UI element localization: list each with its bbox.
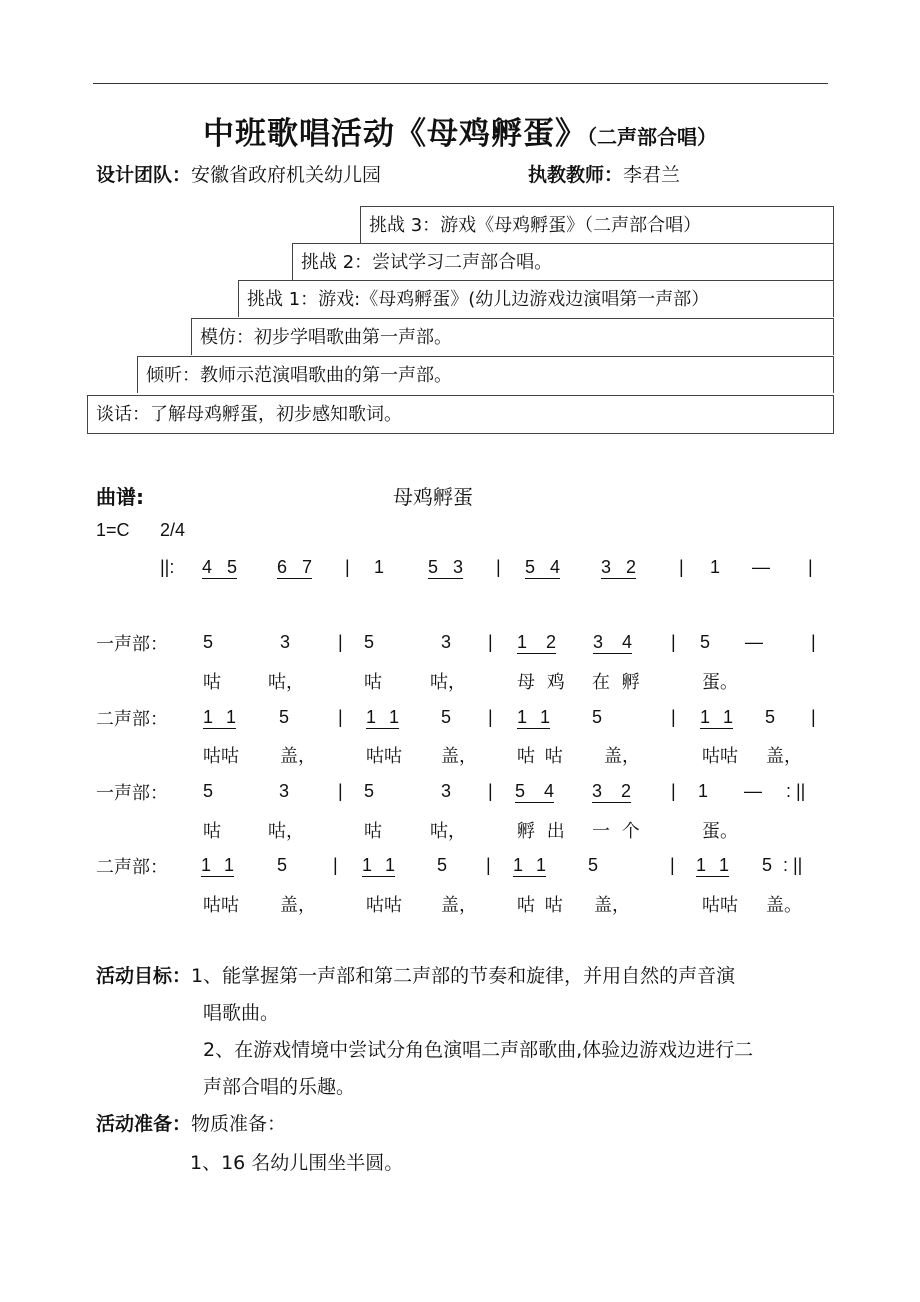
- lyric: 咕，: [430, 821, 466, 842]
- note: 5 4: [515, 781, 555, 801]
- barline: |: [488, 632, 493, 652]
- note: 5: [364, 781, 375, 801]
- time-signature: 2/4: [160, 520, 186, 540]
- note: 1 1: [203, 707, 237, 727]
- lyric: 咕 咕: [517, 895, 563, 916]
- lyric: 蛋。: [702, 672, 738, 693]
- goal-2-continuation: 声部合唱的乐趣。: [203, 1076, 356, 1098]
- lyric: 盖，: [441, 895, 477, 916]
- teacher-line: [528, 160, 680, 187]
- note: —: [744, 781, 762, 801]
- intro-note: 5 4: [525, 557, 561, 577]
- lyric: 盖，: [280, 746, 316, 767]
- team-line: [96, 160, 381, 187]
- step-challenge-3: 挑战 3：游戏《母鸡孵蛋》（二声部合唱）: [360, 206, 834, 243]
- note: 5: [279, 707, 290, 727]
- lyric: 咕咕: [702, 746, 738, 767]
- note: 5: [364, 632, 375, 652]
- note: 1: [698, 781, 709, 801]
- lyric: 咕咕: [366, 895, 402, 916]
- note: 1 1: [513, 855, 547, 875]
- step-challenge-1: 挑战 1：游戏:《母鸡孵蛋》(幼儿边游戏边演唱第一声部）: [238, 280, 834, 317]
- lyric: 盖。: [766, 895, 802, 916]
- barline: |: [486, 855, 491, 875]
- barline: |: [496, 557, 501, 577]
- note: 1 1: [700, 707, 734, 727]
- barline: |: [488, 707, 493, 727]
- barline: |: [488, 781, 493, 801]
- voice-label: 一声部：: [96, 634, 168, 655]
- barline: |: [811, 632, 816, 652]
- note: 5: [592, 707, 603, 727]
- note: 5: [437, 855, 448, 875]
- intro-note: 5 3: [428, 557, 464, 577]
- lyric: 咕: [203, 672, 221, 693]
- lyric: 一 个: [592, 821, 640, 842]
- intro-note: 3 2: [601, 557, 637, 577]
- lyric: 孵 出: [517, 821, 565, 842]
- score-label: 曲谱:: [96, 485, 144, 509]
- note: 5: [277, 855, 288, 875]
- note: 5: [762, 855, 773, 875]
- barline: |: [671, 632, 676, 652]
- prep-line: [96, 1106, 286, 1143]
- barline: |: [338, 781, 343, 801]
- step-listen: 倾听：教师示范演唱歌曲的第一声部。: [137, 356, 834, 393]
- voice-label: 二声部：: [96, 709, 168, 730]
- barline: |: [333, 855, 338, 875]
- barline: |: [679, 557, 684, 577]
- barline: |: [811, 707, 816, 727]
- repeat-end: : ||: [783, 855, 803, 875]
- document-title: [0, 108, 920, 153]
- note: 1 1: [201, 855, 235, 875]
- lyric: 咕，: [430, 672, 466, 693]
- note: 5: [203, 781, 214, 801]
- barline: |: [338, 707, 343, 727]
- lyric: 蛋。: [702, 821, 738, 842]
- barline: |: [671, 707, 676, 727]
- key-signature: 1=C: [96, 520, 130, 540]
- lyric: 盖，: [604, 746, 640, 767]
- intro-note: 1: [710, 557, 721, 577]
- header-rule: [93, 83, 828, 84]
- lyric: 咕咕: [702, 895, 738, 916]
- team-value: 安徽省政府机关幼儿园: [191, 164, 382, 186]
- teacher-value: 李君兰: [623, 164, 681, 186]
- intro-note: 1: [374, 557, 385, 577]
- lyric: 咕: [203, 821, 221, 842]
- note: 3: [441, 781, 452, 801]
- note: 3: [280, 632, 291, 652]
- barline: |: [345, 557, 350, 577]
- goal-2-text: 2、在游戏情境中尝试分角色演唱二声部歌曲,体验边游戏边进行二: [203, 1039, 754, 1061]
- step-talk: 谈话：了解母鸡孵蛋，初步感知歌词。: [87, 395, 834, 434]
- goals-label: 活动目标：: [96, 965, 192, 987]
- lyric: 咕，: [268, 672, 304, 693]
- note: 1 1: [696, 855, 730, 875]
- title-main: 中班歌唱活动《母鸡孵蛋》: [203, 116, 587, 152]
- lyric: 咕咕: [366, 746, 402, 767]
- prep-value: 物质准备：: [191, 1113, 287, 1135]
- note: 1 1: [366, 707, 400, 727]
- note: 5: [203, 632, 214, 652]
- prep-label: 活动准备：: [96, 1113, 192, 1135]
- barline: |: [670, 855, 675, 875]
- barline: |: [671, 781, 676, 801]
- barline: |: [808, 557, 813, 577]
- intro-note: 6 7: [277, 557, 313, 577]
- note: 5: [765, 707, 776, 727]
- prep-item-1: 1、16 名幼儿围坐半圆。: [190, 1152, 404, 1174]
- repeat-end: : ||: [786, 781, 806, 801]
- lyric: 咕咕: [203, 746, 239, 767]
- note: 5: [700, 632, 711, 652]
- goal-1-text: 1、能掌握第一声部和第二声部的节奏和旋律，并用自然的声音演: [191, 965, 736, 987]
- note: 3 4: [593, 632, 633, 652]
- step-imitate: 模仿：初步学唱歌曲第一声部。: [191, 318, 834, 355]
- lyric: 咕咕: [203, 895, 239, 916]
- voice-label: 二声部：: [96, 857, 168, 878]
- lyric: 咕: [364, 821, 382, 842]
- goal-1-continuation: 唱歌曲。: [203, 1002, 280, 1024]
- repeat-start: ||:: [160, 557, 175, 577]
- note: 3: [279, 781, 290, 801]
- song-title: 母鸡孵蛋: [393, 485, 473, 509]
- lyric: 咕: [364, 672, 382, 693]
- lyric: 咕 咕: [517, 746, 563, 767]
- note: 5: [588, 855, 599, 875]
- lyric: 母 鸡: [517, 672, 565, 693]
- barline: |: [338, 632, 343, 652]
- lyric: 盖，: [766, 746, 802, 767]
- lyric: 在 孵: [592, 672, 640, 693]
- title-sub: （二声部合唱）: [587, 125, 717, 149]
- note: 1 1: [517, 707, 551, 727]
- note: 3: [441, 632, 452, 652]
- note: 3 2: [592, 781, 632, 801]
- lyric: 咕，: [268, 821, 304, 842]
- voice-label: 一声部：: [96, 783, 168, 804]
- note: 1 2: [517, 632, 557, 652]
- team-label: 设计团队：: [96, 164, 192, 186]
- intro-note: —: [752, 557, 770, 577]
- note: —: [745, 632, 763, 652]
- note: 1 1: [362, 855, 396, 875]
- step-challenge-2: 挑战 2：尝试学习二声部合唱。: [292, 243, 834, 280]
- lyric: 盖，: [594, 895, 630, 916]
- lyric: 盖，: [441, 746, 477, 767]
- goals-line-1: [96, 958, 735, 995]
- note: 5: [441, 707, 452, 727]
- intro-note: 4 5: [202, 557, 238, 577]
- teacher-label: 执教教师：: [528, 164, 624, 186]
- lyric: 盖，: [280, 895, 316, 916]
